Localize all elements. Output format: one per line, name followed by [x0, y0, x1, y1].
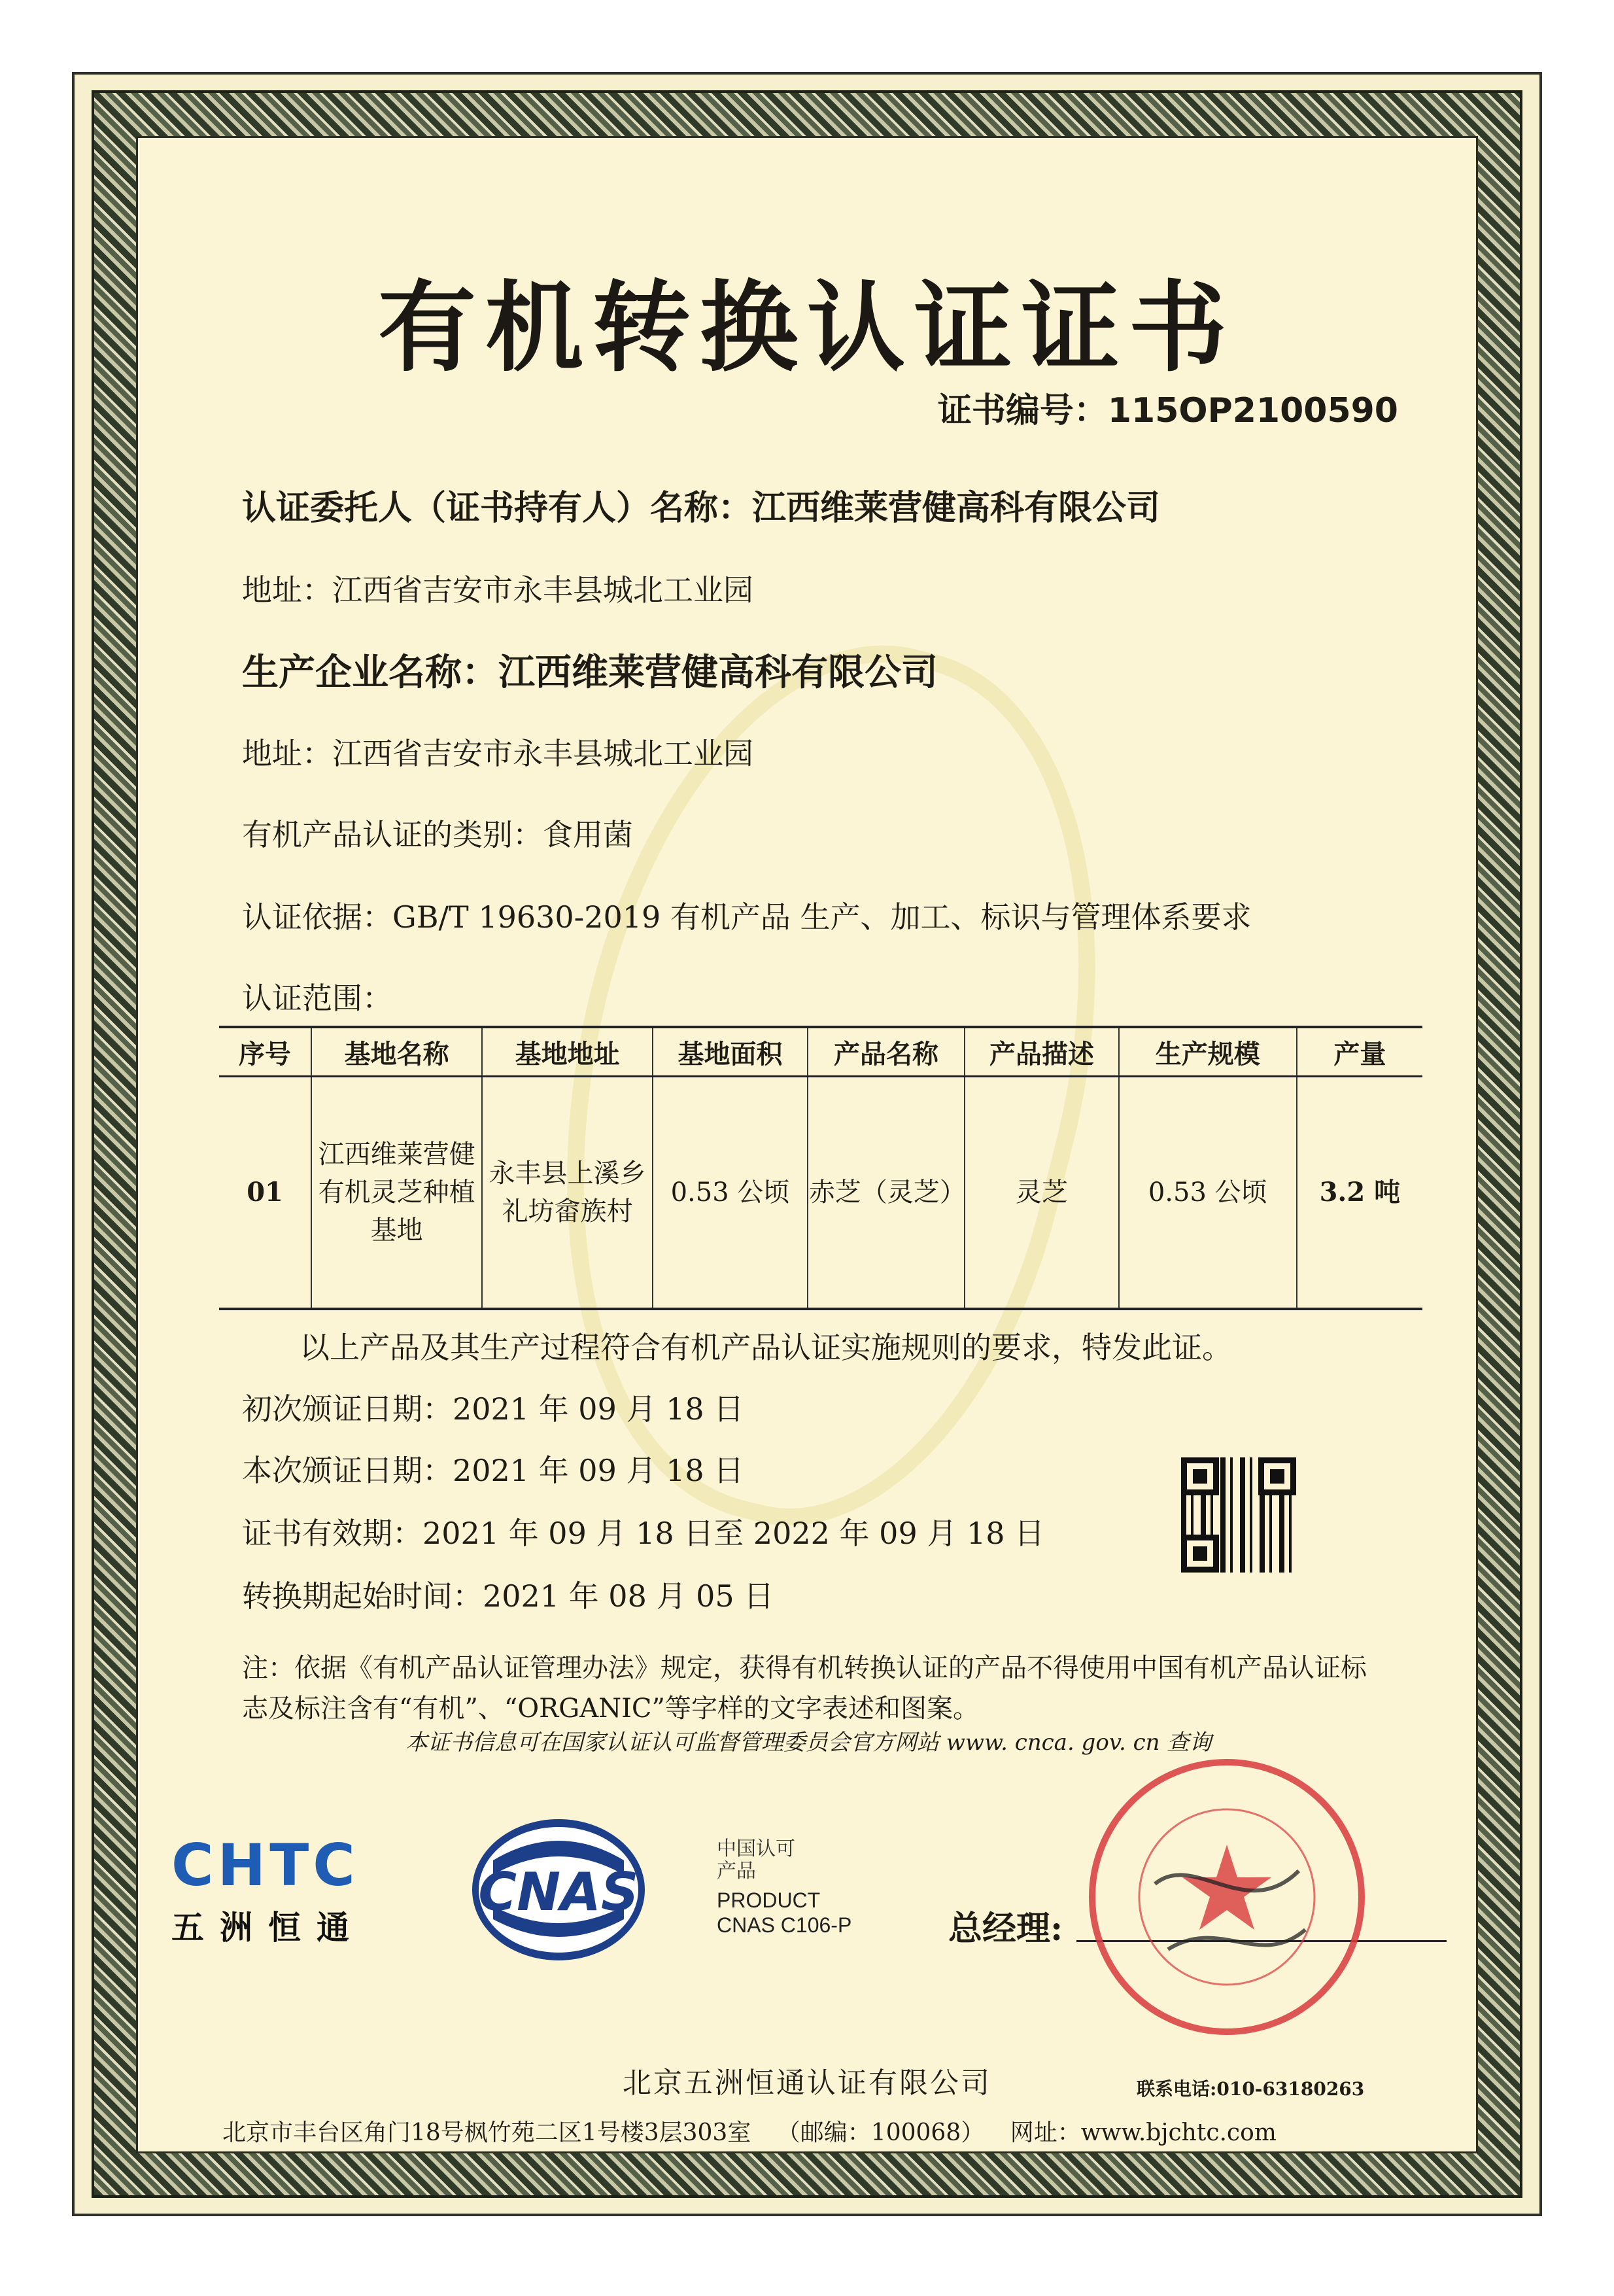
cell-base-name — [311, 1077, 482, 1310]
certificate-title: 有机转换认证证书 — [377, 270, 1236, 385]
col-header-no: 序号 — [219, 1027, 311, 1077]
cell-scale: 0.53 公顷 — [1119, 1077, 1297, 1310]
cnas-english-line: PRODUCT — [717, 1888, 821, 1912]
qr-finder-pattern — [1181, 1535, 1219, 1573]
chtc-logo-word: CHTC — [171, 1832, 359, 1899]
col-header-description: 产品描述 — [965, 1027, 1119, 1077]
cell-area: 0.53 公顷 — [653, 1077, 808, 1310]
col-header-output: 产量 — [1297, 1027, 1422, 1077]
compliance-statement: 以上产品及其生产过程符合有机产品认证实施规则的要求，特发此证。 — [300, 1330, 1232, 1365]
scope-table — [219, 1026, 1422, 1310]
certificate-number: 证书编号：115OP2100590 — [937, 391, 1398, 430]
qr-finder-pattern — [1258, 1457, 1296, 1495]
base-name-line: 基地 — [370, 1215, 423, 1245]
cnas-chinese-label — [717, 1838, 795, 1883]
holder-name: 认证委托人（证书持有人）名称：江西维莱营健高科有限公司 — [242, 488, 1161, 528]
issuer-postcode: （邮编：100068） — [776, 2119, 985, 2146]
base-address-line: 永丰县上溪乡 — [489, 1158, 646, 1189]
col-header-scale: 生产规模 — [1119, 1027, 1297, 1077]
chtc-logo — [171, 1832, 394, 1975]
producer-address: 地址：江西省吉安市永丰县城北工业园 — [242, 736, 753, 771]
note-line: 志及标注含有“有机”、“ORGANIC”等字样的文字表述和图案。 — [242, 1694, 979, 1724]
producer-name: 生产企业名称：江西维莱营健高科有限公司 — [242, 651, 938, 694]
base-address-line: 礼坊畲族村 — [502, 1196, 633, 1226]
base-name-line: 江西维莱营健 — [318, 1139, 475, 1170]
cell-description: 灵芝 — [965, 1077, 1119, 1310]
cell-base-address — [482, 1077, 653, 1310]
issuer-address: 北京市丰台区角门18号枫竹苑二区1号楼3层303室 — [222, 2119, 751, 2146]
general-manager-label: 总经理: — [948, 1909, 1063, 1949]
cell-product: 赤芝（灵芝） — [808, 1077, 965, 1310]
cnas-logo-text: CNAS — [478, 1862, 639, 1922]
validity-period: 证书有效期：2021 年 09 月 18 日至 2022 年 09 月 18 日 — [242, 1516, 1045, 1551]
cnas-logo — [467, 1815, 650, 1965]
this-issue-date: 本次颁证日期：2021 年 09 月 18 日 — [242, 1453, 744, 1488]
issuer-website[interactable]: 网址：www.bjchtc.com — [1010, 2119, 1277, 2146]
certification-basis: 认证依据：GB/T 19630-2019 有机产品 生产、加工、标识与管理体系要求 — [242, 899, 1252, 935]
issuer-footer — [222, 2114, 1295, 2148]
chtc-logo-chinese: 五洲恒通 — [171, 1908, 365, 1947]
cell-no: 01 — [219, 1077, 311, 1310]
qr-finder-pattern — [1181, 1457, 1219, 1495]
first-issue-date: 初次颁证日期：2021 年 09 月 18 日 — [242, 1391, 744, 1427]
certification-category: 有机产品认证的类别：食用菌 — [242, 817, 633, 852]
official-seal — [1083, 1753, 1371, 2041]
issuer-company: 北京五洲恒通认证有限公司 — [623, 2066, 991, 2100]
scope-label: 认证范围： — [242, 981, 392, 1016]
table-row — [219, 1077, 1422, 1310]
col-header-base-address: 基地地址 — [482, 1027, 653, 1077]
col-header-base-name: 基地名称 — [311, 1027, 482, 1077]
issuer-phone: 联系电话:010-63180263 — [1137, 2078, 1365, 2100]
col-header-product: 产品名称 — [808, 1027, 965, 1077]
cnas-english-line: CNAS C106-P — [717, 1913, 852, 1937]
cnas-product-label — [717, 1888, 851, 1938]
note-line: 注：依据《有机产品认证管理办法》规定，获得有机转换认证的产品不得使用中国有机产品认证标 — [242, 1653, 1367, 1683]
qr-code[interactable] — [1181, 1457, 1296, 1573]
holder-address: 地址：江西省吉安市永丰县城北工业园 — [242, 572, 753, 608]
cnas-chinese-line: 产品 — [717, 1860, 756, 1883]
cnas-chinese-line: 中国认可 — [717, 1837, 795, 1860]
base-name-line: 有机灵芝种植 — [318, 1177, 475, 1208]
conversion-start-date: 转换期起始时间：2021 年 08 月 05 日 — [242, 1578, 774, 1614]
cell-output: 3.2 吨 — [1297, 1077, 1422, 1310]
verification-note: 本证书信息可在国家认证认可监督管理委员会官方网站 www. cnca. gov. cn 查询 — [405, 1730, 1212, 1756]
col-header-area: 基地面积 — [653, 1027, 808, 1077]
table-header-row — [219, 1027, 1422, 1077]
